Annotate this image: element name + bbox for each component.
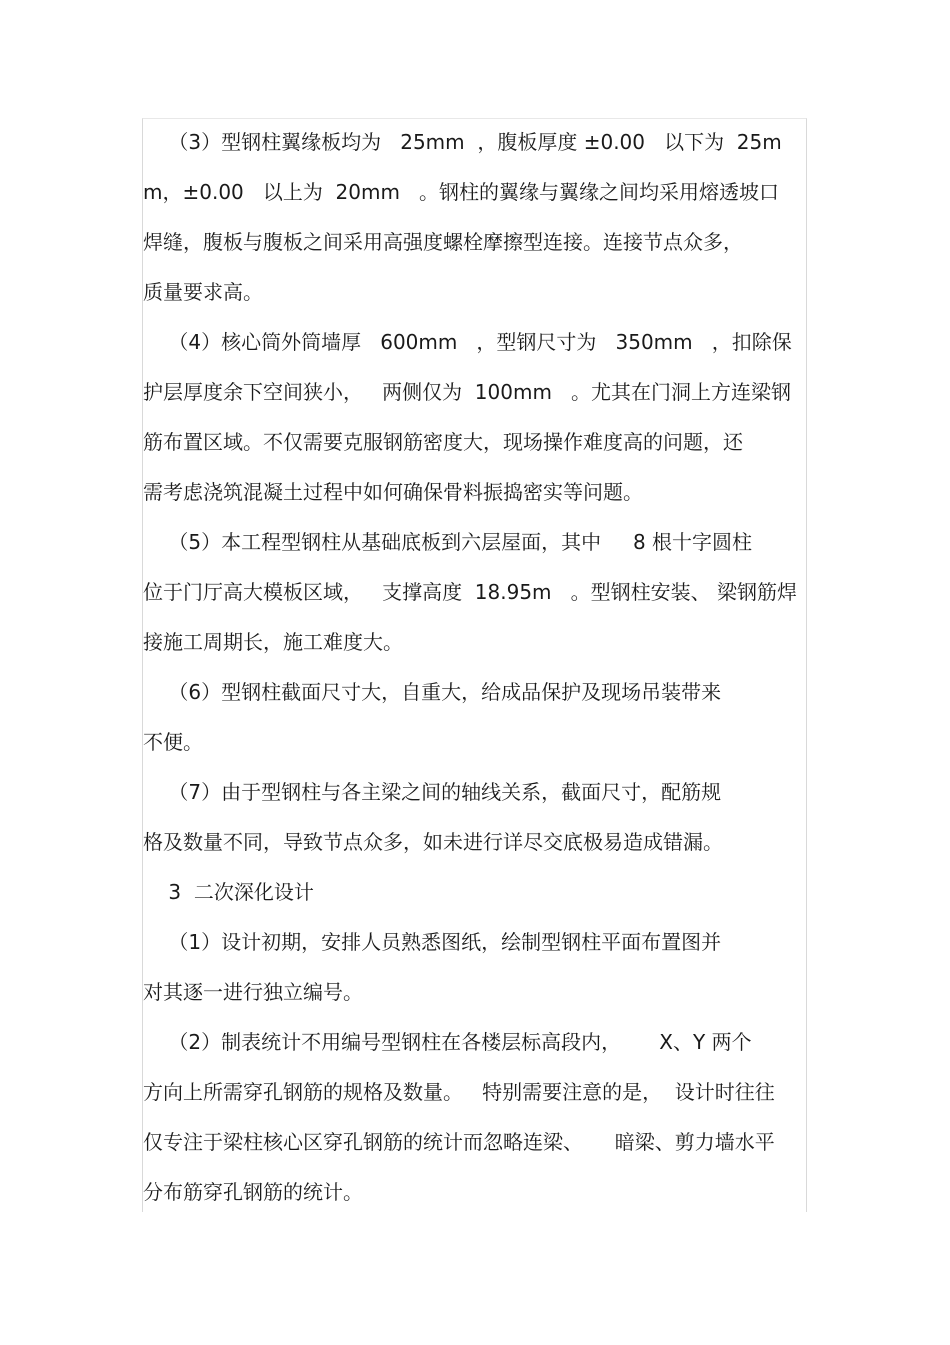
text-line: （7）由于型钢柱与各主梁之间的轴线关系，截面尺寸，配筋规 xyxy=(143,780,722,804)
text-line: 不便。 xyxy=(143,730,203,754)
text-line: （4）核心筒外筒墙厚 600mm ，型钢尺寸为 350mm ，扣除保 xyxy=(143,330,792,354)
text-line: 仅专注于梁柱核心区穿孔钢筋的统计而忽略连梁、 暗梁、剪力墙水平 xyxy=(143,1130,775,1154)
text-line: 需考虑浇筑混凝土过程中如何确保骨料振捣密实等问题。 xyxy=(143,480,643,504)
text-line: 焊缝，腹板与腹板之间采用高强度螺栓摩擦型连接。连接节点众多， xyxy=(143,230,743,254)
text-line: 方向上所需穿孔钢筋的规格及数量。 特别需要注意的是， 设计时往往 xyxy=(143,1080,775,1104)
text-line: （3）型钢柱翼缘板均为 25mm ，腹板厚度 ±0.00 以下为 25m xyxy=(143,130,782,154)
text-line: 对其逐一进行独立编号。 xyxy=(143,980,363,1004)
text-line: 质量要求高。 xyxy=(143,280,263,304)
section-heading: 3 二次深化设计 xyxy=(143,880,314,904)
text-line: 接施工周期长，施工难度大。 xyxy=(143,630,403,654)
text-line: （2）制表统计不用编号型钢柱在各楼层标高段内， X、Y 两个 xyxy=(143,1030,752,1054)
text-line: 筋布置区域。不仅需要克服钢筋密度大，现场操作难度高的问题，还 xyxy=(143,430,743,454)
text-line: （6）型钢柱截面尺寸大，自重大，给成品保护及现场吊装带来 xyxy=(143,680,722,704)
text-line: 格及数量不同，导致节点众多，如未进行详尽交底极易造成错漏。 xyxy=(143,830,723,854)
text-line: 位于门厅高大模板区域， 支撑高度 18.95m 。型钢柱安装、 梁钢筋焊 xyxy=(143,580,797,604)
text-line: m，±0.00 以上为 20mm 。钢柱的翼缘与翼缘之间均采用熔透坡口 xyxy=(143,180,780,204)
text-line: （5）本工程型钢柱从基础底板到六层屋面，其中 8 根十字圆柱 xyxy=(143,530,753,554)
text-line: （1）设计初期，安排人员熟悉图纸，绘制型钢柱平面布置图并 xyxy=(143,930,722,954)
text-line: 护层厚度余下空间狭小， 两侧仅为 100mm 。尤其在门洞上方连梁钢 xyxy=(143,380,791,404)
text-line: 分布筋穿孔钢筋的统计。 xyxy=(143,1180,363,1204)
